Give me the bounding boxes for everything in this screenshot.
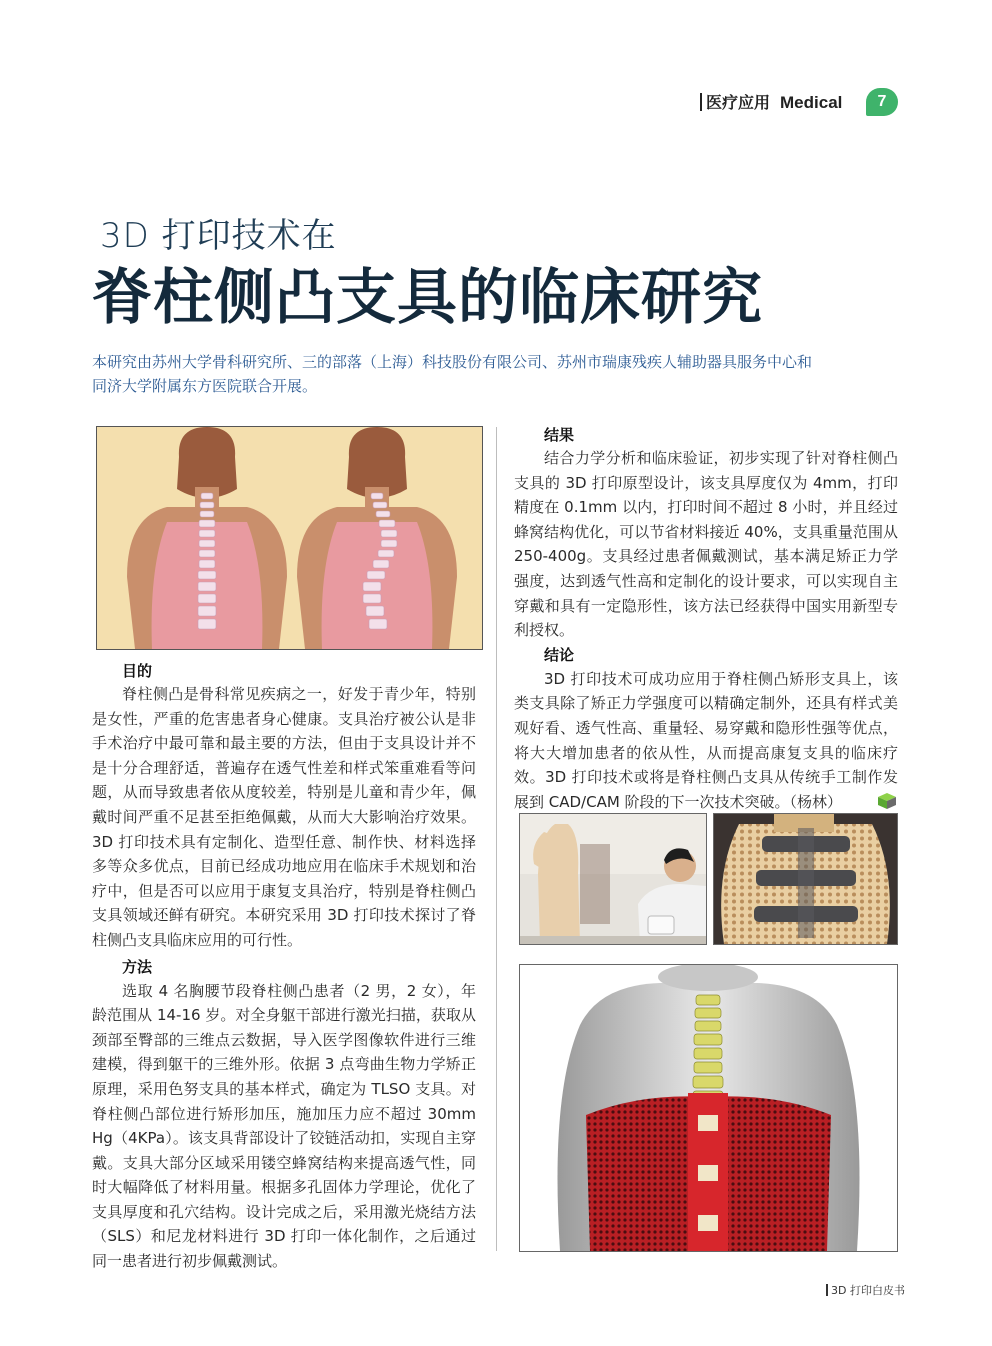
footer-divider: [826, 1284, 828, 1296]
conclusion-text: [514, 667, 898, 818]
column-divider: [496, 427, 497, 1251]
method-text: 选取 4 名胸腰节段脊柱侧凸患者（2 男，2 女），年龄范围从 14-16 岁。对全身躯干部进行激光扫描，获取从颈部至臀部的三维点云数据，导入医学图像软件进行三维建模，得到躯干的三维外形。依据 3 点弯曲生物力学矫正原理，采用色努支具的基本样式，确定为 TLSO 支具。对脊柱侧凸部位进行矫形加压，施加压力应不超过 30mm Hg（4KPa）。该支具背部设计了铰链活动扣，实现自主穿戴。支具大部分区域采用镂空蜂窝结构来提高透气性，同时大幅降低了材料用量。根据多孔固体力学理论，优化了支具厚度和孔穴结构。设计完成之后，采用激光烧结方法（SLS）和尼龙材料进行 3D 打印一体化制作，之后通过同一患者进行初步佩戴测试。: [92, 981, 476, 1271]
method-heading: 方法: [122, 957, 153, 976]
purpose-heading: 目的: [122, 662, 153, 680]
scoliosis-illustration: [96, 426, 483, 650]
conclusion-heading: 结论: [544, 645, 575, 664]
section-header: [700, 90, 842, 113]
scanning-photo: [519, 813, 707, 945]
page-number-badge: 7: [866, 88, 898, 116]
result-section: [514, 424, 898, 817]
section-title-cn: 医疗应用: [706, 93, 771, 112]
purpose-section: [92, 660, 476, 1274]
footer-text: 3D 打印白皮书: [831, 1284, 905, 1297]
article-title-line1: 3D 打印技术在: [100, 216, 337, 256]
header-divider: [700, 93, 702, 111]
brace-3d-render: [519, 964, 898, 1252]
brace-worn-photo: [713, 813, 898, 945]
result-text: 结合力学分析和临床验证，初步实现了针对脊柱侧凸支具的 3D 打印原型设计，该支具厚度仅为 4mm，打印精度在 0.1mm 以内，打印时间不超过 8 小时，并且经过蜂窝结构优化，可以节省材料接近 40%，支具重量范围从 250-400g。支具经过患者佩戴测试，基本满足矫正力学强度，达到透气性高和定制化的设计要求，可以实现自主穿戴和具有一定隐形性，该方法已经获得中国实用新型专利授权。: [514, 449, 898, 640]
scoliosis-backs-drawing: [97, 427, 482, 649]
result-heading: 结果: [544, 426, 575, 444]
article-title-line2: 脊柱侧凸支具的临床研究: [92, 263, 763, 333]
article-intro: 本研究由苏州大学骨科研究所、三的部落（上海）科技股份有限公司、苏州市瑞康残疾人辅助器具服务中心和同济大学附属东方医院联合开展。: [92, 353, 813, 395]
purpose-text: 脊柱侧凸是骨科常见疾病之一，好发于青少年，特别是女性，严重的危害患者身心健康。支具治疗被公认是非手术治疗中最可靠和最主要的方法，但由于支具设计并不是十分合理舒适，普遍存在透气性差和样式笨重难看等问题，从而导致患者依从度较差，特别是儿童和青少年，佩戴时间严重不足甚至拒绝佩戴，从而大大影响治疗效果。3D 打印技术具有定制化、造型任意、制作快、材料选择多等众多优点，目前已经成功地应用在临床手术规划和治疗中，但是否可以应用于康复支具治疗，特别是脊柱侧凸支具领域还鲜有研究。本研究采用 3D 打印技术探讨了脊柱侧凸支具临床应用的可行性。: [92, 685, 476, 949]
footer-label: [826, 1282, 905, 1298]
section-title-en: Medical: [780, 93, 843, 112]
conclusion-body: 3D 打印技术可成功应用于脊柱侧凸矫形支具上，该类支具除了矫正力学强度可以精确定制外，还具有样式美观好看、透气性高、重量轻、易穿戴和隐形性强等优点，将大大增加患者的依从性，从而提高康复支具的临床疗效。3D 打印技术或将是脊柱侧凸支具从传统手工制作发展到 CAD/CAM 阶段的下一次技术突破。（杨林）: [514, 669, 898, 811]
